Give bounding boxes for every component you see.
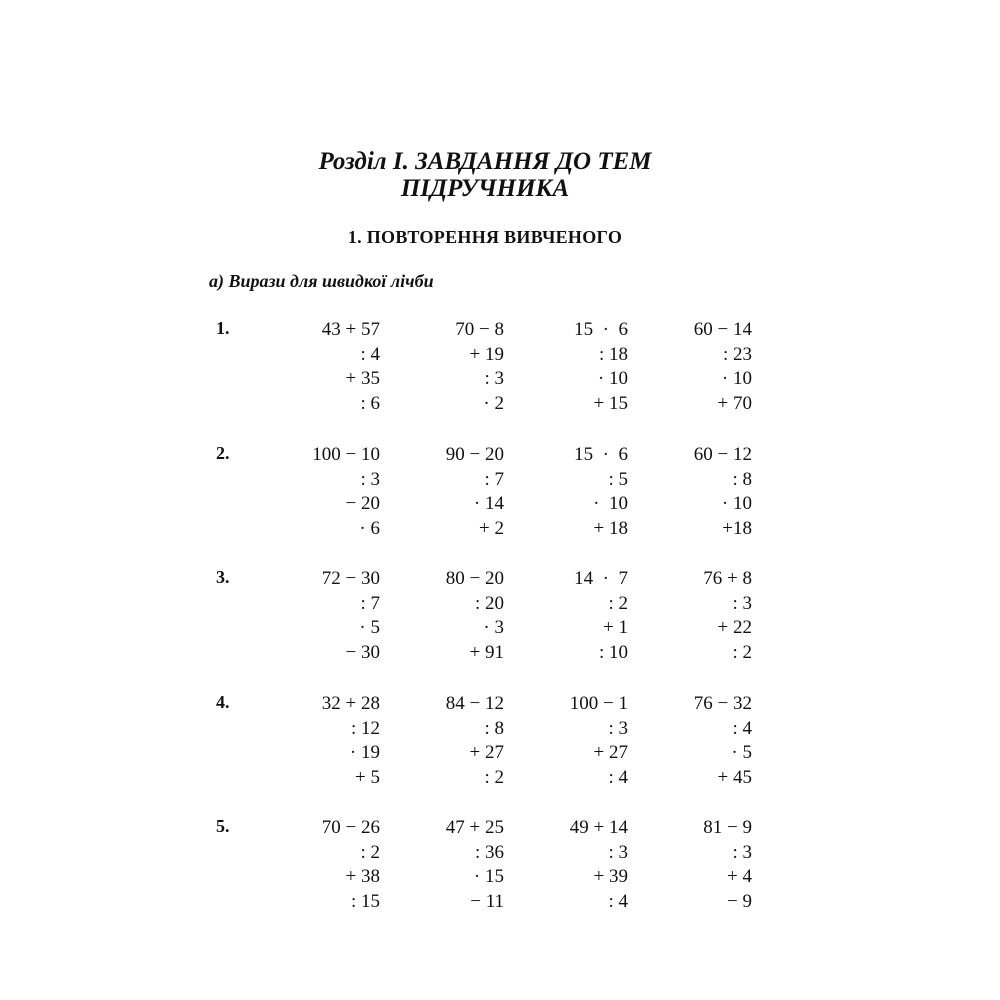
- expression-step: : 15: [350, 890, 380, 912]
- expression-step: + 27: [469, 742, 504, 764]
- expression-step: − 30: [345, 641, 380, 663]
- expression-step: : 7: [484, 468, 504, 490]
- expression-step: + 18: [593, 517, 628, 539]
- expression-chain: [642, 318, 752, 416]
- expression-step: + 27: [593, 742, 628, 764]
- expression-step: − 20: [345, 493, 380, 515]
- expression-step: : 2: [732, 641, 752, 663]
- expression-step: + 1: [603, 617, 628, 639]
- chapter-title: [0, 148, 970, 202]
- exercise-number: 5.: [216, 816, 230, 836]
- exercise-4: [0, 692, 1000, 792]
- expression-chain: [642, 567, 752, 665]
- expression-step: · 15: [473, 866, 504, 888]
- expression-step: · 19: [349, 742, 380, 764]
- expression-step: : 3: [732, 592, 752, 614]
- exercise-2: [0, 443, 1000, 543]
- expression-step: − 11: [470, 890, 504, 912]
- exercise-number: 4.: [216, 692, 230, 712]
- expression-start: 60 − 14: [693, 319, 752, 340]
- chapter-title-line-1: Розділ І. ЗАВДАННЯ ДО ТЕМ: [318, 148, 652, 175]
- expression-start: 76 + 8: [703, 568, 752, 589]
- expression-chain: [518, 567, 628, 665]
- expression-step: · 10: [597, 368, 628, 390]
- expression-start: 70 − 8: [455, 319, 504, 340]
- expression-step: : 3: [484, 368, 504, 390]
- expression-chain: [518, 816, 628, 914]
- expression-step: · 10: [721, 493, 752, 515]
- expression-step: : 3: [360, 468, 380, 490]
- exercise-number: 3.: [216, 567, 230, 587]
- expression-step: : 18: [598, 343, 628, 365]
- expression-step: + 38: [345, 866, 380, 888]
- expression-step: : 23: [722, 343, 752, 365]
- expression-step: : 7: [360, 592, 380, 614]
- expression-step: : 12: [350, 717, 380, 739]
- expression-start: 84 − 12: [445, 693, 504, 714]
- expression-step: : 4: [360, 343, 380, 365]
- expression-chain: [270, 567, 380, 665]
- expression-chain: [518, 443, 628, 541]
- expression-start: 100 − 1: [569, 693, 628, 714]
- expression-step: : 4: [608, 890, 628, 912]
- expression-start: 70 − 26: [321, 817, 380, 838]
- expression-step: : 36: [474, 841, 504, 863]
- expression-start: 15 · 6: [574, 319, 628, 340]
- expression-step: · 6: [359, 517, 380, 539]
- expression-step: : 4: [732, 717, 752, 739]
- expression-start: 76 − 32: [693, 693, 752, 714]
- expression-step: : 8: [732, 468, 752, 490]
- expression-chain: [394, 318, 504, 416]
- expression-step: : 2: [484, 766, 504, 788]
- expression-chain: [518, 318, 628, 416]
- expression-step: + 45: [717, 766, 752, 788]
- expression-start: 49 + 14: [569, 817, 628, 838]
- expression-start: 47 + 25: [445, 817, 504, 838]
- expression-start: 90 − 20: [445, 444, 504, 465]
- expression-step: · 2: [483, 392, 504, 414]
- expression-start: 100 − 10: [312, 444, 380, 465]
- expression-step: · 5: [731, 742, 752, 764]
- expression-start: 60 − 12: [693, 444, 752, 465]
- subsection-title: а) Вирази для швидкої лічби: [209, 271, 434, 291]
- expression-step: : 2: [360, 841, 380, 863]
- expression-step: : 10: [598, 641, 628, 663]
- expression-step: : 6: [360, 392, 380, 414]
- expression-step: : 3: [608, 841, 628, 863]
- expression-step: : 4: [608, 766, 628, 788]
- expression-step: · 10: [721, 368, 752, 390]
- expression-start: 43 + 57: [321, 319, 380, 340]
- expression-step: + 19: [469, 343, 504, 365]
- expression-step: + 4: [727, 866, 752, 888]
- expression-step: · 10: [593, 493, 628, 515]
- expression-chain: [394, 692, 504, 790]
- expression-step: + 35: [345, 368, 380, 390]
- expression-chain: [394, 443, 504, 541]
- expression-chain: [270, 816, 380, 914]
- expression-chain: [642, 692, 752, 790]
- expression-step: : 2: [608, 592, 628, 614]
- expression-start: 80 − 20: [445, 568, 504, 589]
- exercise-3: [0, 567, 1000, 667]
- exercise-number: 1.: [216, 318, 230, 338]
- expression-step: + 70: [717, 392, 752, 414]
- expression-chain: [270, 318, 380, 416]
- expression-chain: [642, 443, 752, 541]
- expression-start: 72 − 30: [321, 568, 380, 589]
- expression-step: · 14: [473, 493, 504, 515]
- expression-step: : 3: [732, 841, 752, 863]
- expression-step: : 5: [608, 468, 628, 490]
- chapter-title-line-2: ПІДРУЧНИКА: [400, 175, 570, 202]
- expression-chain: [270, 692, 380, 790]
- expression-step: · 3: [483, 617, 504, 639]
- expression-step: + 5: [355, 766, 380, 788]
- expression-step: : 20: [474, 592, 504, 614]
- expression-start: 14 · 7: [574, 568, 628, 589]
- expression-step: − 9: [727, 890, 752, 912]
- expression-start: 81 − 9: [703, 817, 752, 838]
- expression-chain: [270, 443, 380, 541]
- expression-chain: [394, 816, 504, 914]
- expression-step: + 39: [593, 866, 628, 888]
- expression-step: + 91: [469, 641, 504, 663]
- exercise-1: [0, 318, 1000, 418]
- expression-start: 15 · 6: [574, 444, 628, 465]
- expression-step: · 5: [359, 617, 380, 639]
- expression-start: 32 + 28: [321, 693, 380, 714]
- exercise-5: [0, 816, 1000, 916]
- expression-step: + 2: [479, 517, 504, 539]
- exercise-number: 2.: [216, 443, 230, 463]
- expression-step: + 15: [593, 392, 628, 414]
- expression-step: : 3: [608, 717, 628, 739]
- expression-step: +18: [722, 517, 752, 539]
- expression-chain: [394, 567, 504, 665]
- section-title: 1. ПОВТОРЕННЯ ВИВЧЕНОГО: [347, 227, 623, 247]
- expression-step: : 8: [484, 717, 504, 739]
- expression-step: + 22: [717, 617, 752, 639]
- expression-chain: [642, 816, 752, 914]
- expression-chain: [518, 692, 628, 790]
